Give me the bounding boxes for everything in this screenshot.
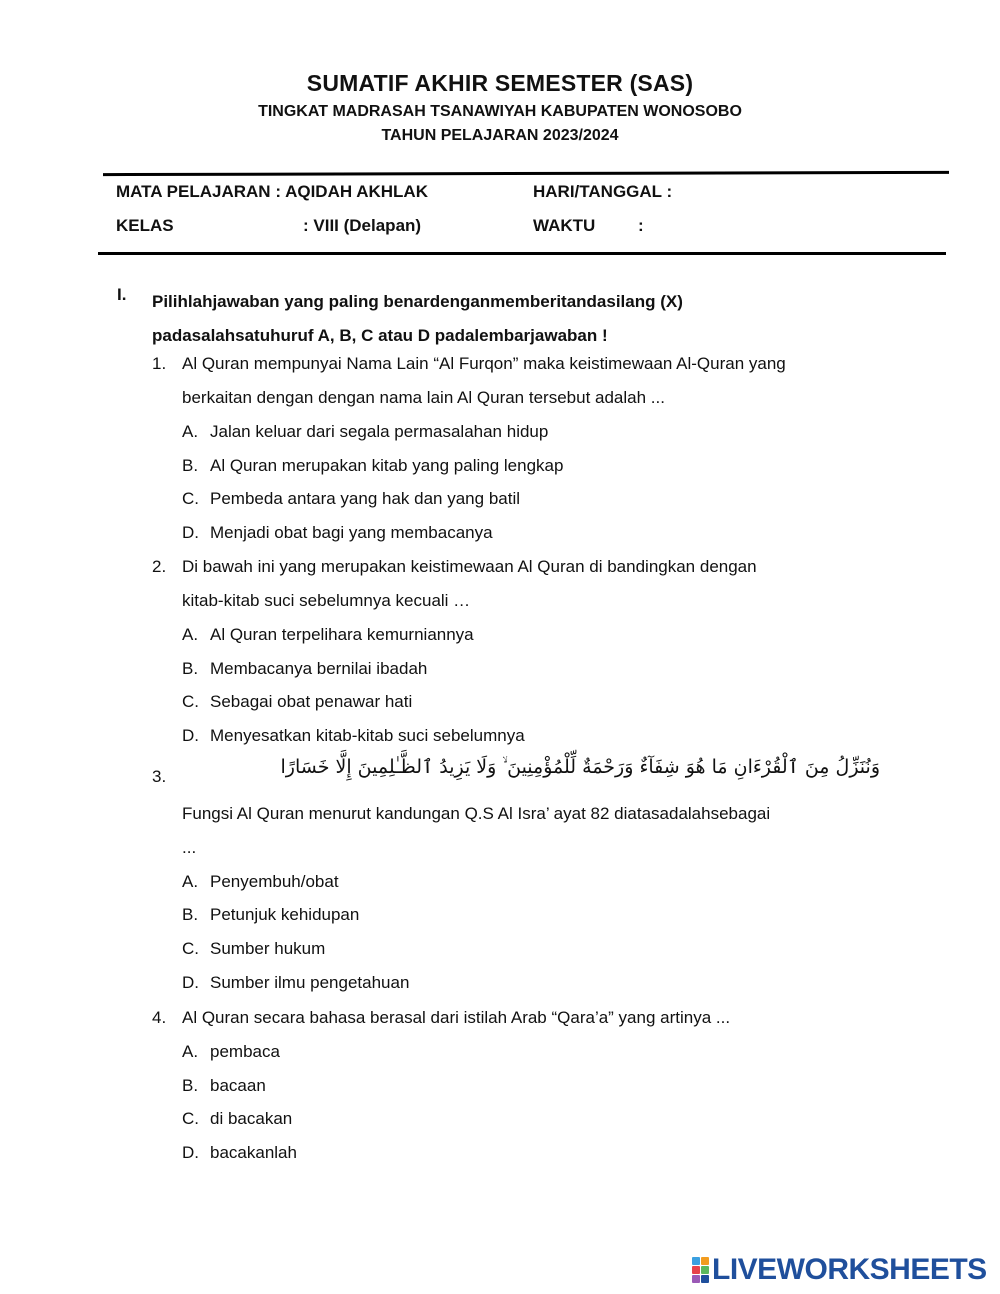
- header-divider-bottom: [98, 252, 946, 255]
- academic-year: TAHUN PELAJARAN 2023/2024: [381, 127, 619, 144]
- header-divider-top: [103, 171, 949, 176]
- instruction-line-2: padasalahsatuhuruf A, B, C atau D padalembarjawaban !: [152, 326, 608, 345]
- time-colon: :: [638, 216, 644, 235]
- subject-value: : AQIDAH AKHLAK: [275, 182, 428, 201]
- option-letter: B.: [182, 456, 199, 475]
- option-letter: B.: [182, 659, 199, 678]
- instruction-line-1: Pilihlahjawaban yang paling benardenganmemberitandasilang (X): [152, 292, 683, 311]
- question-3: [0, 797, 1000, 1007]
- subject-label: MATA PELAJARAN: [116, 182, 271, 201]
- quran-verse-arabic: وَنُنَزِّلُ مِنَ ٱلْقُرْءَانِ مَا هُوَ شِفَآءٌ وَرَحْمَةٌ لِّلْمُؤْمِنِينَ ۙ وَلَا يَزِيدُ ٱلظَّـٰلِمِينَ إِلَّا خَسَارًا: [280, 756, 880, 778]
- question-text-line-1: Di bawah ini yang merupakan keistimewaan Al Quran di bandingkan dengan: [182, 557, 757, 576]
- option-text[interactable]: Penyembuh/obat: [210, 872, 339, 891]
- option-text[interactable]: Petunjuk kehidupan: [210, 905, 360, 924]
- option-text[interactable]: pembaca: [210, 1042, 280, 1061]
- question-number: 2.: [152, 557, 167, 576]
- option-letter: C.: [182, 692, 199, 711]
- option-letter: A.: [182, 422, 199, 441]
- option-text[interactable]: Sumber ilmu pengetahuan: [210, 973, 410, 992]
- exam-subtitle: TINGKAT MADRASAH TSANAWIYAH KABUPATEN WONOSOBO: [258, 103, 742, 120]
- option-letter: A.: [182, 872, 199, 891]
- exam-title: SUMATIF AKHIR SEMESTER (SAS): [306, 70, 694, 96]
- option-letter: D.: [182, 1143, 199, 1162]
- option-text[interactable]: Membacanya bernilai ibadah: [210, 659, 428, 678]
- question-number: 1.: [152, 354, 167, 373]
- brand-name: LIVEWORKSHEETS: [712, 1253, 987, 1286]
- section-number: I.: [117, 285, 127, 304]
- question-4: [0, 1001, 1000, 1171]
- exam-header: [0, 70, 1000, 151]
- question-text-line-1: Al Quran mempunyai Nama Lain “Al Furqon” maka keistimewaan Al-Quran yang: [182, 354, 786, 373]
- option-letter: D.: [182, 726, 199, 745]
- option-text[interactable]: Menyesatkan kitab-kitab suci sebelumnya: [210, 726, 525, 745]
- option-letter: D.: [182, 523, 199, 542]
- question-1: [0, 347, 1000, 557]
- option-text[interactable]: Al Quran merupakan kitab yang paling lengkap: [210, 456, 564, 475]
- option-letter: A.: [182, 625, 199, 644]
- option-text[interactable]: Al Quran terpelihara kemurniannya: [210, 625, 474, 644]
- option-text[interactable]: Menjadi obat bagi yang membacanya: [210, 523, 493, 542]
- option-text[interactable]: bacakanlah: [210, 1143, 297, 1162]
- option-letter: C.: [182, 1109, 199, 1128]
- question-text-line-1: Fungsi Al Quran menurut kandungan Q.S Al Isra’ ayat 82 diatasadalahsebagai: [182, 804, 771, 823]
- option-text[interactable]: Sebagai obat penawar hati: [210, 692, 413, 711]
- option-text[interactable]: Sumber hukum: [210, 939, 326, 958]
- option-letter: C.: [182, 489, 199, 508]
- option-text[interactable]: bacaan: [210, 1076, 266, 1095]
- question-text-line-2: ...: [182, 838, 197, 857]
- liveworksheets-brand[interactable]: [692, 1253, 987, 1287]
- option-text[interactable]: Jalan keluar dari segala permasalahan hidup: [210, 422, 549, 441]
- class-value: : VIII (Delapan): [303, 216, 422, 235]
- option-letter: B.: [182, 1076, 199, 1095]
- time-label: WAKTU: [533, 216, 596, 235]
- class-label: KELAS: [116, 216, 174, 235]
- option-letter: C.: [182, 939, 199, 958]
- question-number: 3.: [152, 767, 167, 786]
- option-text[interactable]: di bacakan: [210, 1109, 293, 1128]
- option-text[interactable]: Pembeda antara yang hak dan yang batil: [210, 489, 521, 508]
- date-label: HARI/TANGGAL :: [533, 182, 673, 201]
- question-number: 4.: [152, 1008, 167, 1027]
- question-text-line-2: berkaitan dengan dengan nama lain Al Quran tersebut adalah ...: [182, 388, 665, 407]
- option-letter: A.: [182, 1042, 199, 1061]
- option-letter: D.: [182, 973, 199, 992]
- question-2: [0, 550, 1000, 760]
- section-instructions: [152, 285, 912, 353]
- subject-row: [116, 182, 428, 202]
- option-letter: B.: [182, 905, 199, 924]
- liveworksheets-logo-icon: [692, 1257, 709, 1283]
- question-text-line-2: kitab-kitab suci sebelumnya kecuali …: [182, 591, 471, 610]
- question-text-line-1: Al Quran secara bahasa berasal dari istilah Arab “Qara’a” yang artinya ...: [182, 1008, 731, 1027]
